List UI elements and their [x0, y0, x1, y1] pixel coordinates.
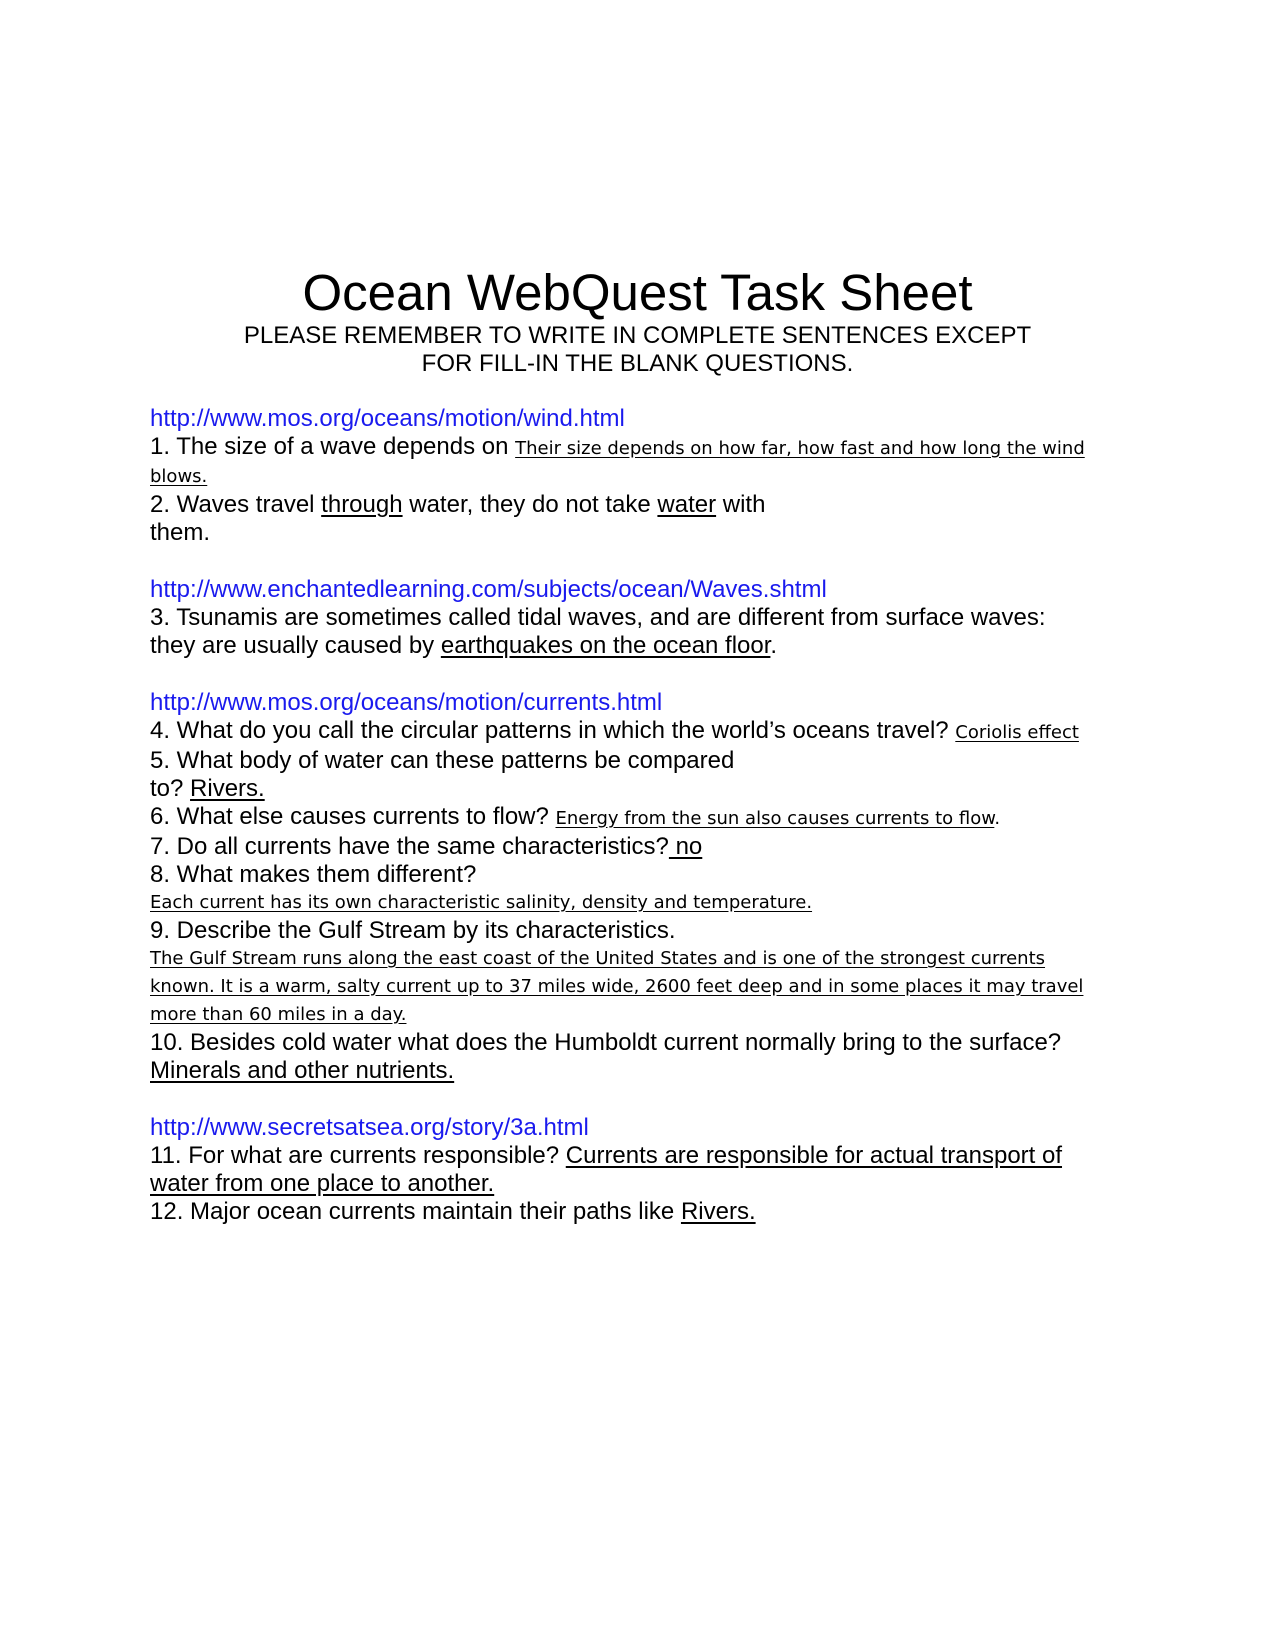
answer-8: Each current has its own characteristic salinity, density and temperature. — [150, 892, 813, 913]
answer-9b: known. It is a warm, salty current up to 37 miles wide, 2600 feet deep and in some places it may travel — [150, 976, 1084, 997]
question-3-suffix: . — [770, 632, 778, 659]
question-2 — [150, 491, 1130, 519]
link-wind[interactable]: http://www.mos.org/oceans/motion/wind.html — [150, 405, 625, 432]
instructions — [0, 322, 1275, 378]
answer-4: Coriolis effect — [955, 722, 1079, 743]
answer-9a: The Gulf Stream runs along the east coast of the United States and is one of the strongest currents — [150, 948, 1046, 969]
question-9: 9. Describe the Gulf Stream by its characteristics. — [150, 917, 676, 944]
question-5-line-2 — [150, 775, 1130, 803]
instructions-line-2: FOR FILL-IN THE BLANK QUESTIONS. — [421, 350, 854, 377]
question-6-text: 6. What else causes currents to flow? — [150, 803, 556, 830]
answer-10: Minerals and other nutrients. — [150, 1057, 455, 1084]
section-gap — [150, 1085, 1130, 1114]
answer-8-line — [150, 889, 1130, 917]
answer-6: Energy from the sun also causes currents to flow — [555, 808, 995, 829]
question-7-text: 7. Do all currents have the same characteristics? — [150, 833, 669, 860]
answer-2b: water — [657, 491, 717, 518]
answer-11b: water from one place to another. — [150, 1170, 495, 1197]
answer-1-line-2: blows. — [150, 466, 208, 487]
question-2-suffix: with — [716, 491, 766, 518]
section-gap — [150, 547, 1130, 576]
question-3-line-2 — [150, 632, 1130, 660]
answer-5: Rivers. — [190, 775, 265, 802]
answer-9-line-3 — [150, 1001, 1130, 1029]
answer-1: Their size depends on how far, how fast and how long the wind — [515, 438, 1085, 459]
question-5: 5. What body of water can these patterns be compared — [150, 747, 735, 774]
question-12-text: 12. Major ocean currents maintain their paths like — [150, 1198, 681, 1225]
worksheet-body — [150, 405, 1130, 1226]
question-5-text: to? — [150, 775, 191, 802]
answer-9c: more than 60 miles in a day. — [150, 1004, 407, 1025]
question-1-text: 1. The size of a wave depends on — [150, 433, 516, 460]
question-8: 8. What makes them different? — [150, 861, 477, 888]
question-2-line-2: them. — [150, 519, 211, 546]
link-secrets-at-sea[interactable]: http://www.secretsatsea.org/story/3a.html — [150, 1114, 589, 1141]
question-4-text: 4. What do you call the circular patterns in which the world’s oceans travel? — [150, 717, 956, 744]
link-waves[interactable]: http://www.enchantedlearning.com/subjects/ocean/Waves.shtml — [150, 576, 827, 603]
page-title: Ocean WebQuest Task Sheet — [302, 264, 973, 321]
answer-12: Rivers. — [680, 1198, 756, 1225]
question-3-text: they are usually caused by — [150, 632, 441, 659]
answer-11-line-2 — [150, 1170, 1130, 1198]
answer-1-cont — [150, 463, 1130, 491]
answer-11a: Currents are responsible for actual transport of — [565, 1142, 1063, 1169]
answer-9-line-1 — [150, 945, 1130, 973]
question-12 — [150, 1198, 1130, 1226]
question-4 — [150, 717, 1130, 747]
answer-6-suffix: . — [994, 808, 1001, 829]
question-11-text: 11. For what are currents responsible? — [150, 1142, 566, 1169]
question-3: 3. Tsunamis are sometimes called tidal waves, and are different from surface waves: — [150, 604, 1046, 631]
section-gap — [150, 660, 1130, 689]
question-6 — [150, 803, 1130, 833]
question-10: 10. Besides cold water what does the Humboldt current normally bring to the surface? — [150, 1029, 1062, 1056]
question-7 — [150, 833, 1130, 861]
question-2-text: 2. Waves travel — [150, 491, 322, 518]
question-2-mid: water, they do not take — [402, 491, 658, 518]
answer-7: no — [668, 833, 703, 860]
answer-2a: through — [321, 491, 403, 518]
answer-9-line-2 — [150, 973, 1130, 1001]
answer-3: earthquakes on the ocean floor — [440, 632, 771, 659]
question-1 — [150, 433, 1130, 463]
answer-10-line — [150, 1057, 1130, 1085]
question-11 — [150, 1142, 1130, 1170]
link-currents[interactable]: http://www.mos.org/oceans/motion/currents.html — [150, 689, 663, 716]
instructions-line-1: PLEASE REMEMBER TO WRITE IN COMPLETE SENTENCES EXCEPT — [243, 322, 1032, 349]
